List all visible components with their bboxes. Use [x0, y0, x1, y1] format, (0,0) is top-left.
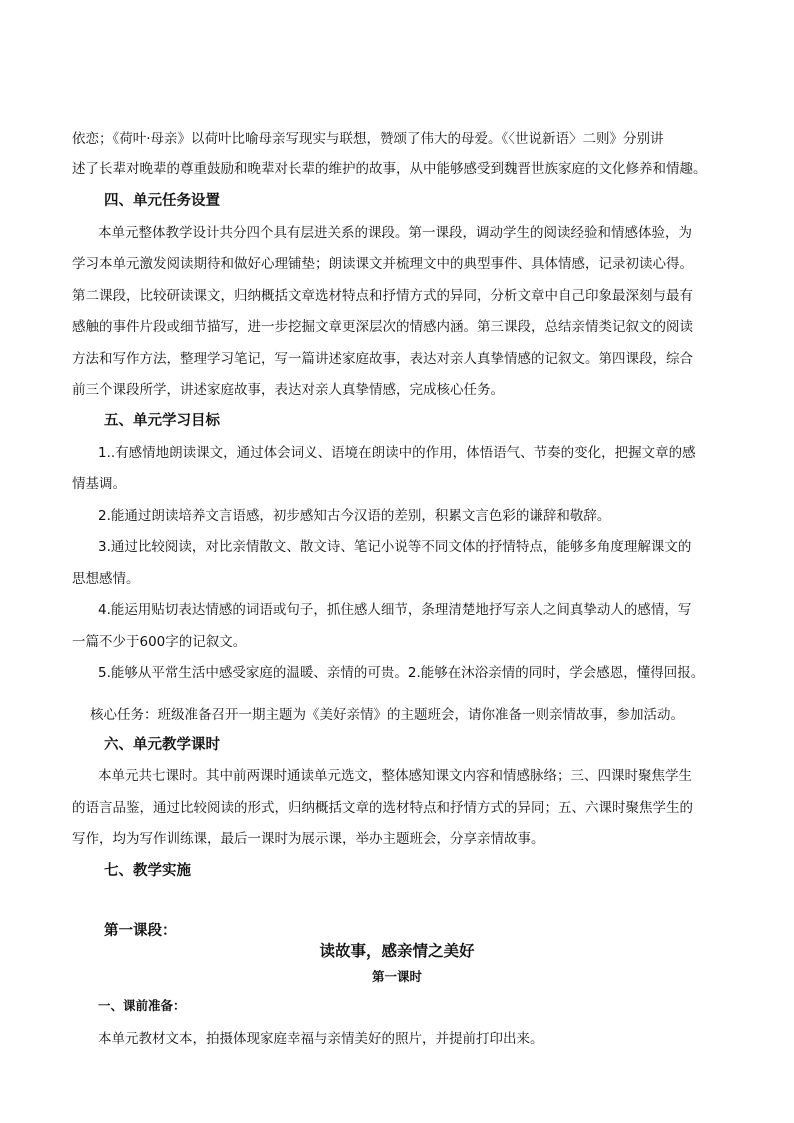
paragraph-line: 感触的事件片段或细节描写，进一步挖掘文章更深层次的情感内涵。第三课段，总结亲情类记叙文的阅读 — [72, 319, 693, 335]
goal-4-line-1: 4.能运用贴切表达情感的词语或句子，抓住感人细节，条理清楚地抒写亲人之间真挚动人的感情，写 — [98, 602, 692, 618]
lesson-title: 读故事，感亲情之美好 — [319, 941, 475, 960]
core-task: 核心任务：班级准备召开一期主题为《美好亲情》的主题班会，请你准备一则亲情故事，参加活动。 — [90, 707, 684, 723]
paragraph-line: 本单元共七课时。其中前两课时通读单元选文，整体感知课文内容和情感脉络；三、四课时聚焦学生 — [98, 768, 692, 784]
prep-text: 本单元教材文本，拍摄体现家庭幸福与亲情美好的照片，并提前打印出来。 — [98, 1031, 544, 1047]
goal-1-line-1: 1..有感情地朗读课文，通过体会词义、语境在朗读中的作用，体悟语气、节奏的变化，把握文章的感 — [98, 445, 696, 461]
paragraph-line: 第二课段，比较研读课文，归纳概括文章选材特点和抒情方式的异同，分析文章中自己印象最深刻与最有 — [72, 288, 693, 304]
goal-3-line-2: 思想感情。 — [72, 571, 140, 587]
goal-5: 5.能够从平常生活中感受家庭的温暖、亲情的可贵。2.能够在沐浴亲情的同时，学会感恩，懂得回报。 — [98, 665, 705, 681]
paragraph-line: 学习本单元激发阅读期待和做好心理铺垫；朗读课文并梳理文中的典型事件、具体情感，记录初读心得。 — [72, 256, 693, 272]
section-heading-6: 六、单元教学课时 — [104, 737, 220, 753]
lesson-segment-heading: 第一课段： — [104, 923, 177, 939]
goal-2: 2.能通过朗读培养文言语感，初步感知古今汉语的差别，积累文言色彩的谦辞和敬辞。 — [98, 508, 611, 524]
intro-line-2: 述了长辈对晚辈的尊重鼓励和晚辈对长辈的维护的故事，从中能够感受到魏晋世族家庭的文化修养和情趣。 — [72, 161, 707, 177]
section-heading-4: 四、单元任务设置 — [104, 193, 220, 209]
paragraph-line: 方法和写作方法，整理学习笔记，写一篇讲述家庭故事，表达对亲人真挚情感的记叙文。第四课段，综合 — [72, 351, 693, 367]
goal-3-line-1: 3.通过比较阅读，对比亲情散文、散文诗、笔记小说等不同文体的抒情特点，能够多角度理解课文的 — [98, 539, 692, 555]
goal-1-line-2: 情基调。 — [72, 476, 126, 492]
paragraph-line: 前三个课段所学，讲述家庭故事，表达对亲人真挚情感，完成核心任务。 — [72, 382, 504, 398]
paragraph-line: 本单元整体教学设计共分四个具有层进关系的课段。第一课段，调动学生的阅读经验和情感体验，为 — [98, 225, 692, 241]
section-heading-5: 五、单元学习目标 — [104, 413, 220, 429]
goal-4-line-2: 一篇不少于600字的记叙文。 — [72, 634, 247, 650]
prep-heading: 一、课前准备： — [98, 998, 186, 1013]
paragraph-line: 写作，均为写作训练课，最后一课时为展示课，举办主题班会，分享亲情故事。 — [72, 831, 545, 847]
section-heading-7: 七、教学实施 — [104, 863, 191, 879]
paragraph-line: 的语言品鉴，通过比较阅读的形式，归纳概括文章的选材特点和抒情方式的异同；五、六课时聚焦学生的 — [72, 800, 693, 816]
lesson-period: 第一课时 — [371, 969, 422, 984]
intro-line-1: 依恋；《荷叶·母亲》以荷叶比喻母亲写现实与联想，赞颂了伟大的母爱。《〈世说新语〉二则》分别讲 — [72, 131, 664, 147]
